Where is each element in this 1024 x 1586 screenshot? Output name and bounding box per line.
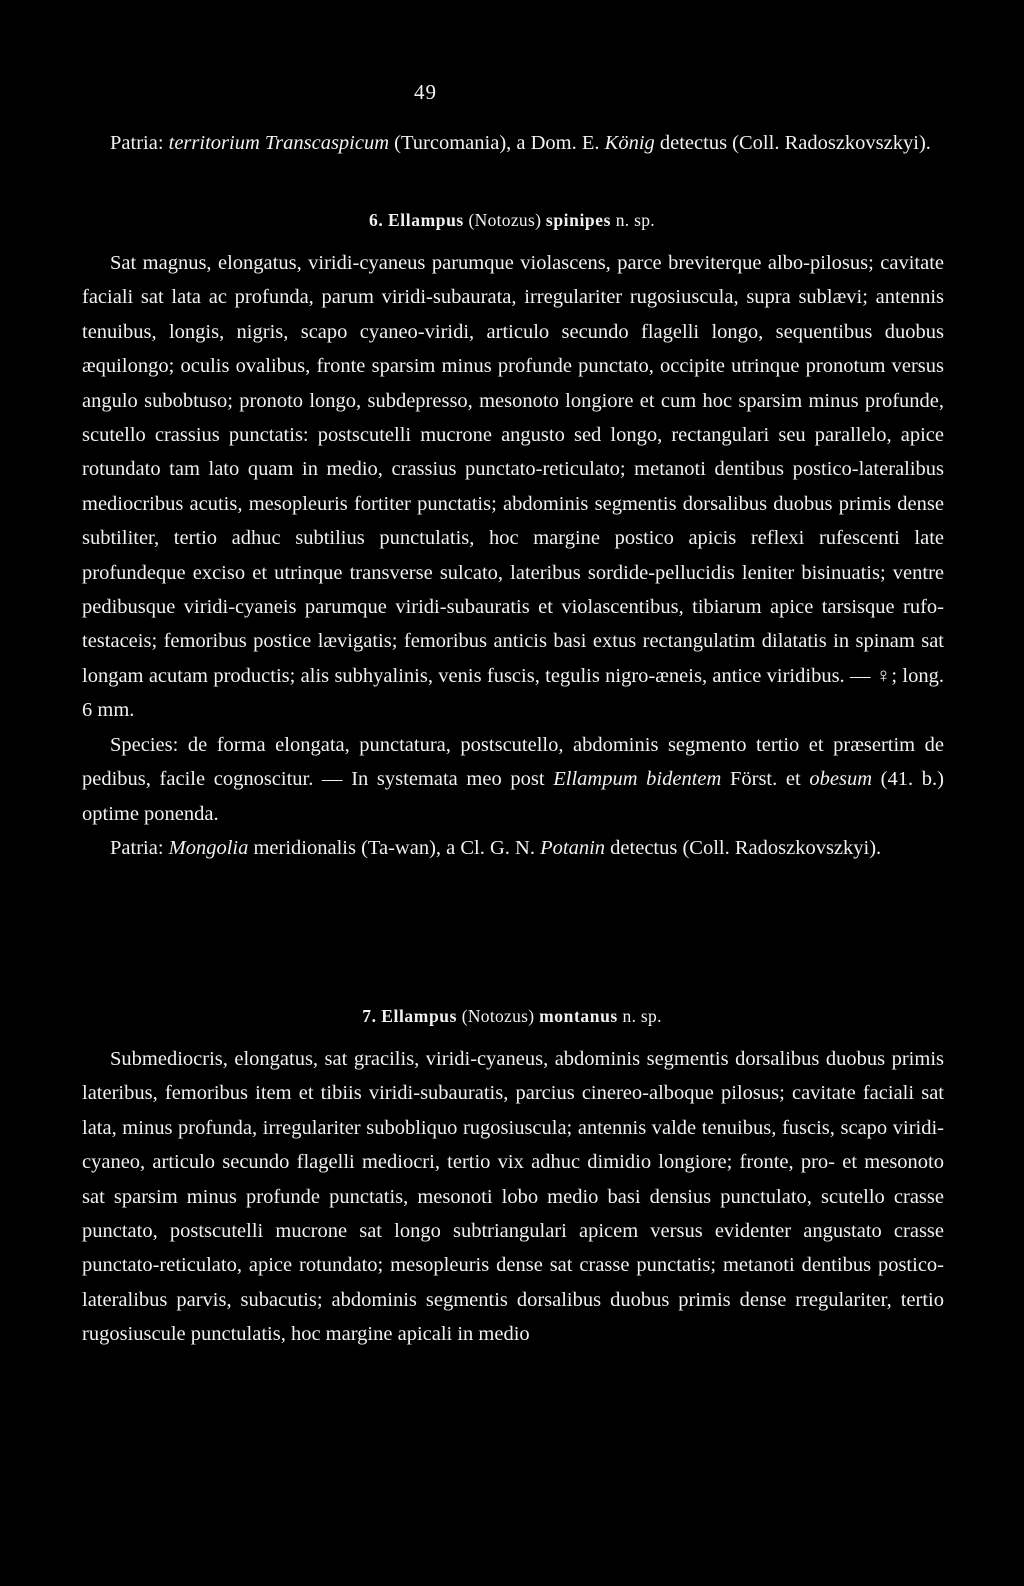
- species-epithet: spinipes: [545, 210, 612, 230]
- patria-ending: detectus (Coll. Radoszkovszkyi).: [605, 836, 882, 859]
- remark-text-start: Species: de forma elongata, punctatura, postscutello, abdominis segmento tertio et præsertim de pedibus, facile cognoscitur. — In systemata meo post: [82, 733, 944, 791]
- species-number: 6.: [369, 210, 384, 230]
- patria-text: [82, 126, 944, 160]
- species-heading-spinipes: [0, 210, 1024, 231]
- page-number: 49: [414, 80, 437, 104]
- species-description-montanus: [82, 1042, 944, 1352]
- species-description-spinipes: [82, 246, 944, 865]
- remark-text-end: (41. b.) optime ponenda.: [82, 768, 944, 825]
- remark-reference-two: obesum: [809, 768, 873, 791]
- description-paragraph: Submediocris, elongatus, sat gracilis, viridi-cyaneus, abdominis segmentis dorsalibus duobus primis lateribus, femoribus item et tibiis viridi-subauratis, parcius cinereo-alboque pilosus; cavitate faciali sat lata, minus profunda, irregulariter subobliquo rugosiuscula; antennis valde tenuibus, fuscis, scapo viridi-cyaneo, articulo secundo flagelli mediocri, tertio vix adhuc dimidio longiore; fronte, pro- et mesonoto sat sparsim minus profunde punctatis, mesonoti lobo medio basi densius punctulato, scutello crasse punctato, postscutelli mucrone sat longo subtriangulari apicem versus evidenter angustato crasse punctato-reticulato, apice rotundato; mesopleuris dense sat crasse punctatis; metanoti dentibus postico-lateralibus parvis, subacutis; abdominis segmentis dorsalibus duobus primis dense rregulariter, tertio rugosiuscule punctulatis, hoc margine apicali in medio: [82, 1048, 944, 1346]
- patria-label: Patria:: [110, 836, 169, 859]
- patria-label: Patria:: [110, 132, 169, 154]
- species-epithet: montanus: [539, 1006, 618, 1026]
- species-subgenus: (Notozus): [468, 210, 542, 230]
- description-paragraph: Sat magnus, elongatus, viridi-cyaneus parumque violascens, parce breviterque albo-pilosus; cavitate faciali sat lata ac profunda, parum viridi-subaurata, irregulariter rugosiuscula, supra sublævi; antennis tenuibus, longis, nigris, scapo cyaneo-viridi, articulo secundo flagelli longo, sequentibus duobus æquilongo; oculis ovalibus, fronte sparsim minus profunde punctato, occipite utrinque pronotum versus angulo subobtuso; pronoto longo, subdepresso, mesonoto longiore et cum hoc sparsim minus profunde, scutello crassius punctatis: postscutelli mucrone angusto sed longo, rectangulari seu parallelo, apice rotundato tam lato quam in medio, crassius punctato-reticulato; metanoti dentibus postico-lateralibus mediocribus acutis, mesopleuris fortiter punctatis; abdominis segmentis dorsalibus duobus primis dense subtiliter, tertio adhuc subtilius punctulatis, hoc margine postico apicis reflexi rufescenti late profundeque exciso et utrinque transverse sulcato, lateribus sordide-pellucidis leniter bisinuatis; ventre pedibusque viridi-cyaneis parumque viridi-subauratis et violascentibus, tibiarum apice tarsisque rufo-testaceis; femoribus postice lævigatis; femoribus anticis basi extus rectangulatim dilatatis in spinam sat longam acutam productis; alis subhyalinis, venis fuscis, tegulis nigro-æneis, antice viridibus. — ♀; long. 6 mm.: [82, 252, 944, 722]
- species-suffix: n. sp.: [615, 210, 655, 230]
- species-genus: Ellampus: [381, 1006, 458, 1026]
- species-genus: Ellampus: [388, 210, 464, 230]
- patria-middle: meridionalis (Ta-wan), a Cl. G. N.: [248, 836, 541, 859]
- species-suffix: n. sp.: [622, 1006, 662, 1026]
- patria-region: Mongolia: [168, 836, 249, 859]
- remark-text-middle: Först. et: [721, 768, 810, 791]
- patria-collector: König: [604, 132, 655, 154]
- patria-region: territorium Transcaspicum: [168, 132, 390, 154]
- species-subgenus: (Notozus): [461, 1006, 535, 1026]
- patria-middle: (Turcomania), a Dom. E.: [389, 132, 605, 154]
- patria-paragraph: [82, 831, 944, 865]
- patria-collector: Potanin: [540, 836, 606, 859]
- patria-ending: detectus (Coll. Radoszkovszkyi).: [654, 132, 931, 154]
- remark-reference-one: Ellampum bidentem: [553, 768, 722, 791]
- species-remark-paragraph: [82, 728, 944, 831]
- species-number: 7.: [362, 1006, 377, 1026]
- species-heading-montanus: [0, 1006, 1024, 1027]
- patria-paragraph-previous-species: [82, 126, 944, 160]
